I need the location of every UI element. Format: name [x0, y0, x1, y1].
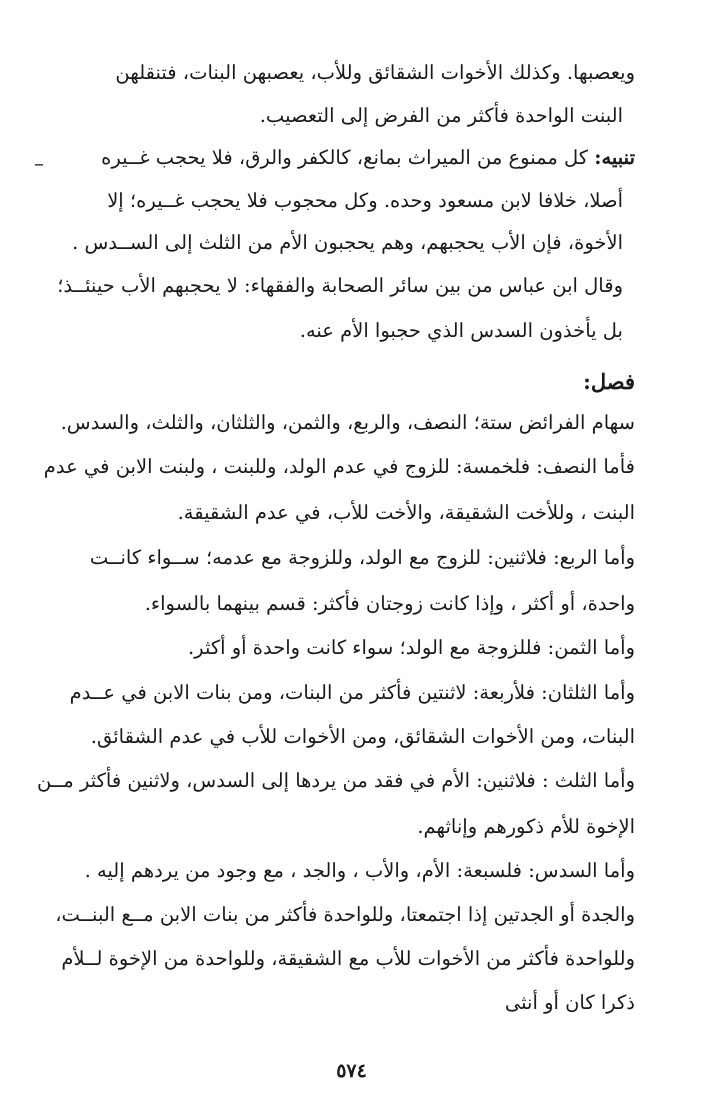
text-line: وللواحدة فأكثر من الأخوات للأب مع الشقيقة، وللواحدة من الإخوة لــلأم [61, 947, 635, 970]
text-line: وأما الربع: فلاثنين: للزوج مع الولد، وللزوجة مع عدمه؛ ســواء كانــت [89, 546, 635, 569]
note-dash: – [34, 151, 44, 175]
text-line: ذكرا كان أو أنثى [504, 991, 635, 1014]
text-line: والجدة أو الجدتين إذا اجتمعتا، وللواحدة فأكثر من بنات الابن مــع البنــت، [55, 903, 635, 926]
text-line: البنت الواحدة فأكثر من الفرض إلى التعصيب. [259, 104, 623, 127]
text-line: وأما السدس: فلسبعة: الأم، والأب ، والجد ، مع وجود من يردهم إليه . [84, 859, 635, 882]
section-heading: فصل: [583, 369, 635, 394]
text-line: البنات، ومن الأخوات الشقائق، ومن الأخوات للأب في عدم الشقائق. [90, 725, 635, 748]
note-label: تنبيه: [594, 146, 635, 169]
text-line: ويعصبها. وكذلك الأخوات الشقائق وللأب، يعصبهن البنات، فتنقلهن [115, 61, 635, 84]
text-line: الإخوة للأم ذكورهم وإناثهم. [417, 815, 635, 838]
note-first-line [101, 143, 635, 173]
text-line: كل ممنوع من الميراث بمانع، كالكفر والرق، فلا يحجب غــيره [101, 146, 589, 169]
text-line: وأما الثلثان: فلأربعة: لاثنتين فأكثر من البنات، ومن بنات الابن في عــدم [69, 681, 635, 704]
text-line: وأما الثلث : فلاثنين: الأم في فقد من يردها إلى السدس، ولاثنين فأكثر مــن [37, 769, 635, 792]
text-line: وأما الثمن: فللزوجة مع الولد؛ سواء كانت واحدة أو أكثر. [187, 636, 635, 659]
text-line: واحدة، أو أكثر ، وإذا كانت زوجتان فأكثر: قسم بينهما بالسواء. [144, 592, 635, 615]
text-line: بل يأخذون السدس الذي حجبوا الأم عنه. [299, 319, 623, 342]
text-line: وقال ابن عباس من بين سائر الصحابة والفقهاء: لا يحجبهم الأب حينئــذ؛ [57, 274, 623, 297]
text-line: الأخوة، فإن الأب يحجبهم، وهم يحجبون الأم من الثلث إلى الســدس . [72, 231, 623, 254]
text-line: فأما النصف: فلخمسة: للزوج في عدم الولد، وللبنت ، ولبنت الابن في عدم [43, 455, 635, 478]
text-line: البنت ، وللأخت الشقيقة، والأخت للأب، في عدم الشقيقة. [177, 501, 635, 524]
text-line: أصلا، خلافا لابن مسعود وحده. وكل محجوب فلا يحجب غــيره؛ إلا [107, 189, 623, 212]
text-line: سهام الفرائض ستة؛ النصف، والربع، والثمن، والثلثان، والثلث، والسدس. [60, 411, 635, 434]
page-number: ٥٧٤ [336, 1060, 367, 1082]
